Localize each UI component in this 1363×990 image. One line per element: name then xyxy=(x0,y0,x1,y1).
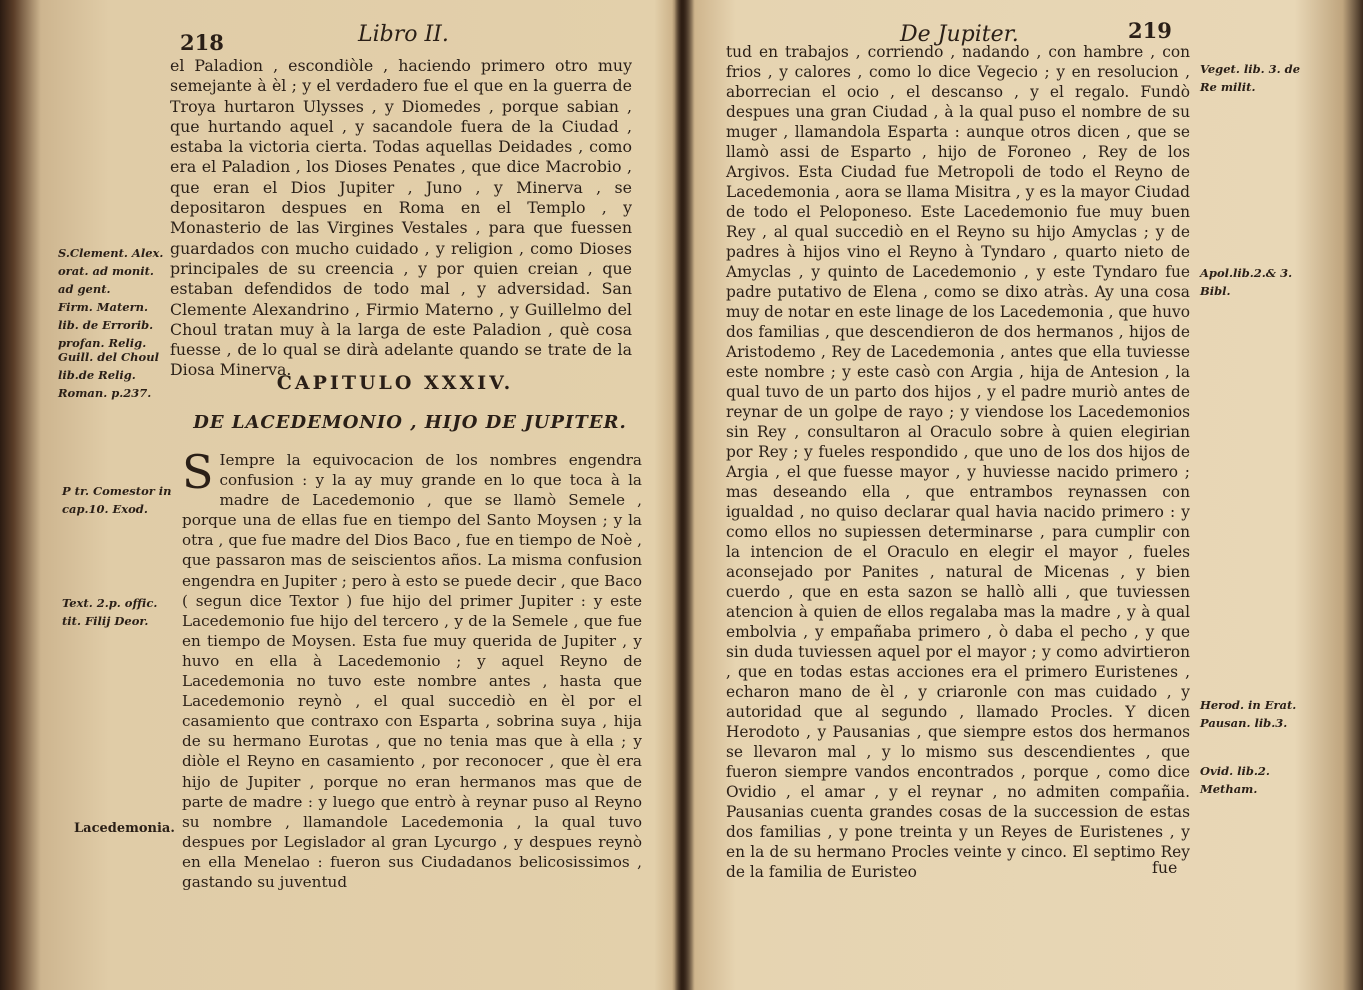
margin-note: Veget. lib. 3. de Re milit. xyxy=(1200,62,1301,94)
margin-note: Firm. Matern. lib. de Errorib. profan. Relig. xyxy=(58,300,154,350)
margin-note: Ovid. lib.2. Metham. xyxy=(1200,764,1270,796)
paragraph: Iempre la equivocacion de los nombres engendra confusion : y la ay muy grande en lo que toca à la madre de Lacedemonio , que se llamò Semele , porque una de ellas fue en tiempo del Santo Moysen ; y la otra , que fue madre del Dios Baco , fue en tiempo de Noè , que passaron mas de seiscientos años. La misma confusion engendra en Jupiter ; pero à esto se puede decir , que Baco ( segun dice Textor ) fue hijo del primer Jupiter : y este Lacedemonio fue hijo del tercero , y de la Semele , que fue en tiempo de Moysen. Esta fue muy querida de Jupiter , y huvo en ella à Lacedemonio ; y aquel Reyno de Lacedemonia no tuvo este nombre antes , hasta que Lacedemonio reynò , el qual succediò en èl por el casamiento que contraxo con Esparta , sobrina suya , hija de su hermano Eurotas , que no tenia mas que à ella ; y diòle el Reyno en casamiento , por reconocer , que èl era hijo de Jupiter , porque no eran hermanos mas que de parte de madre : y luego que entrò à reynar puso al Reyno su nombre , llamandole Lacedemonia , la qual tuvo despues por Legislador al gran Lycurgo , y despues reynò en ella Menelao : fueron sus Ciudadanos belicosissimos , gastando su juventud xyxy=(182,451,642,891)
paragraph: el Paladion , escondiòle , haciendo primero otro muy semejante à èl ; y el verdadero fue el que en la guerra de Troya hurtaron Ulysses , y Diomedes , porque sabian , que hurtando aquel , y sacandole fuera de la Ciudad , estaba la victoria cierta. Todas aquellas Deidades , como era el Paladion , los Dioses Penates , que dice Macrobio , que eran el Dios Jupiter , Juno , y Minerva , se depositaron despues en Roma en el Templo , y Monasterio de las Virgines Vestales , para que fuessen guardados con mucho cuidado , y religion , como Dioses principales de su creencia , y por quien creian , que estaban defendidos de todo mal , y adversidad. San Clemente Alexandrino , Firmio Materno , y Guillelmo del Choul tratan muy à la larga de este Paladion , què cosa fuesse , de lo qual se dirà adelante quando se trate de la Diosa Minerva. xyxy=(170,56,632,380)
paragraph: tud en trabajos , corriendo , nadando , con hambre , con frios , y calores , como lo dice Vegecio ; y en resolucion , aborrecian el ocio , el descanso , y el regalo. Fundò despues una gran Ciudad , à la qual puso el nombre de su muger , llamandola Esparta : aunque otros dicen , que se llamò assi de Esparto , hijo de Foroneo , Rey de los Argivos. Esta Ciudad fue Metropoli de todo el Reyno de Lacedemonia , aora se llama Misitra , y es la mayor Ciudad de todo el Peloponeso. Este Lacedemonio fue muy buen Rey , al qual succediò en el Reyno su hijo Amyclas ; y de padres à hijos vino el Reyno à Tyndaro , quarto nieto de Amyclas , y quinto de Lacedemonio , y este Tyndaro fue padre putativo de Elena , como se dixo atràs. Ay una cosa muy de notar en este linage de los Lacedemonia , que huvo dos familias , que descendieron de dos hermanos , hijos de Aristodemo , Rey de Lacedemonia , antes que ella tuviesse este nombre ; y este casò con Argia , hija de Antesion , la qual tuvo de un parto dos hijos , y el padre muriò antes de reynar de un golpe de rayo ; y viendose los Lacedemonios sin Rey , consultaron al Oraculo sobre à quien elegirian por Rey ; y fueles respondido , que uno de los dos hijos de Argia , el que fuesse mayor , y huviesse nacido primero ; mas deseando ella , que entrambos reynassen con igualdad , no quiso declarar qual havia nacido primero : y como ellos no supiessen determinarse , para cumplir con la intencion de el Oraculo en elegir el mayor , fueles aconsejado por Panites , natural de Micenas , y bien cuerdo , que en esta sazon se hallò alli , que tuviessen atencion à quien de ellos regalaba mas la madre , y à qual embolvia , y empañaba primero , ò daba el pecho , y que sin duda tuviessen aquel por el mayor ; y como advirtieron , que en todas estas acciones era el primero Euristenes , echaron mano de èl , y criaronle con mas cuidado , y autoridad que al segundo , llamado Procles. Y dicen Herodoto , y Pausanias , que siempre estos dos hermanos se llevaron mal , y lo mismo sus descendientes , que fueron siempre vandos encontrados , porque , como dice Ovidio , el amar , y el reynar , no admiten compañia. Pausanias cuenta grandes cosas de la succession de estas dos familias , y pone treinta y un Reyes de Euristenes , y en la de su hermano Procles veinte y cinco. El septimo Rey de la familia de Euristeo xyxy=(726,43,1190,881)
right-page xyxy=(682,0,1363,990)
margin-note: Text. 2.p. offic. tit. Filij Deor. xyxy=(62,596,158,628)
running-head: De Jupiter. xyxy=(900,22,1019,47)
margin-note: Apol.lib.2.& 3. Bibl. xyxy=(1200,266,1293,298)
margin-note: Lacedemonia. xyxy=(74,821,175,836)
margin-note: P tr. Comestor in cap.10. Exod. xyxy=(62,484,172,516)
running-head: Libro II. xyxy=(358,22,449,47)
continuation-text xyxy=(170,56,632,381)
catchword: fue xyxy=(1152,858,1178,877)
margin-note: Herod. in Erat. Pausan. lib.3. xyxy=(1200,698,1297,730)
main-text xyxy=(726,42,1190,882)
chapter-heading: CAPITULO XXXIV. xyxy=(276,372,514,394)
page-number: 219 xyxy=(1128,18,1172,43)
margin-note: Guill. del Choul lib.de Relig. Roman. p.237. xyxy=(58,350,159,400)
page-number: 218 xyxy=(180,30,224,55)
chapter-text xyxy=(182,445,642,892)
chapter-title: DE LACEDEMONIO , HIJO DE JUPITER. xyxy=(193,412,627,433)
drop-cap: S xyxy=(182,445,214,499)
margin-note: S.Clement. Alex. orat. ad monit. ad gent. xyxy=(58,246,164,296)
